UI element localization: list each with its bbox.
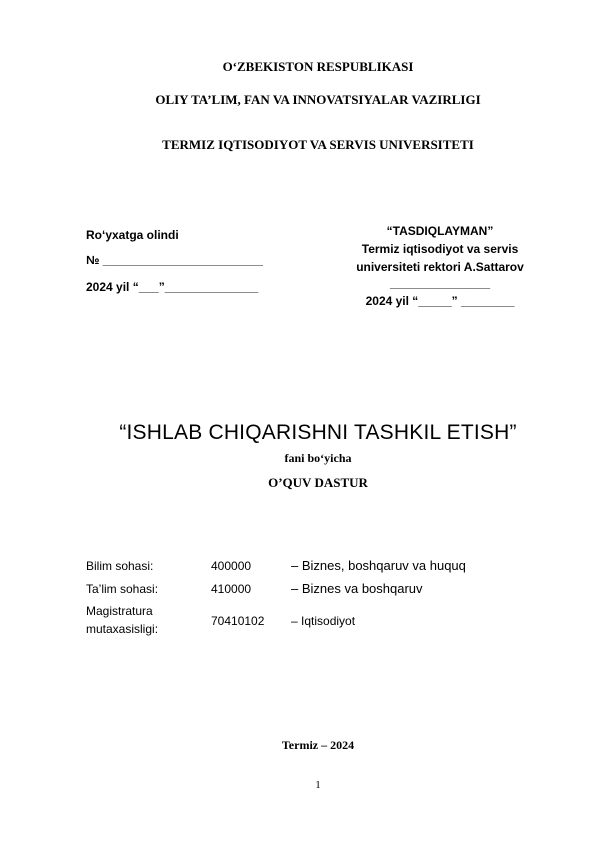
field-label-master-specialty-line-1: Magistratura: [86, 604, 153, 618]
page-number: 1: [315, 779, 321, 791]
field-label-master-specialty-line-2: mutaxasisligi:: [86, 622, 159, 636]
registration-date: 2024 yil “___”______________: [86, 280, 259, 294]
approval-date: 2024 yil “_____” ________: [365, 294, 515, 308]
signature-line: _______________: [389, 276, 491, 290]
approval-title: “TASDIQLAYMAN”: [386, 224, 494, 238]
field-label-education-area: Ta’lim sohasi:: [86, 582, 159, 596]
ministry-heading: OLIY TA’LIM, FAN VA INNOVATSIYALAR VAZIRLIGI: [155, 92, 481, 107]
approval-line-1: Termiz iqtisodiyot va servis: [361, 242, 519, 256]
approval-line-2: universiteti rektori A.Sattarov: [356, 260, 524, 274]
field-code-education-area: 410000: [211, 582, 252, 596]
registration-title: Ro‘yxatga olindi: [86, 228, 179, 242]
republic-heading: O‘ZBEKISTON RESPUBLIKASI: [222, 59, 414, 74]
university-heading: TERMIZ IQTISODIYOT VA SERVIS UNIVERSITETI: [162, 137, 474, 152]
document-type: O’QUV DASTUR: [268, 475, 368, 490]
subject-subtitle: fani bo‘yicha: [284, 451, 352, 465]
field-code-master-specialty: 70410102: [211, 614, 265, 628]
city-year: Termiz – 2024: [281, 738, 355, 752]
field-value-education-area: – Biznes va boshqaruv: [291, 581, 423, 596]
field-label-knowledge-area: Bilim sohasi:: [86, 559, 154, 573]
field-code-knowledge-area: 400000: [211, 559, 252, 573]
subject-title: “ISHLAB CHIQARISHNI TASHKIL ETISH”: [119, 421, 517, 444]
registration-number: № ________________________: [86, 253, 263, 267]
field-value-master-specialty: – Iqtisodiyot: [291, 614, 356, 628]
field-value-knowledge-area: – Biznes, boshqaruv va huquq: [291, 558, 466, 573]
